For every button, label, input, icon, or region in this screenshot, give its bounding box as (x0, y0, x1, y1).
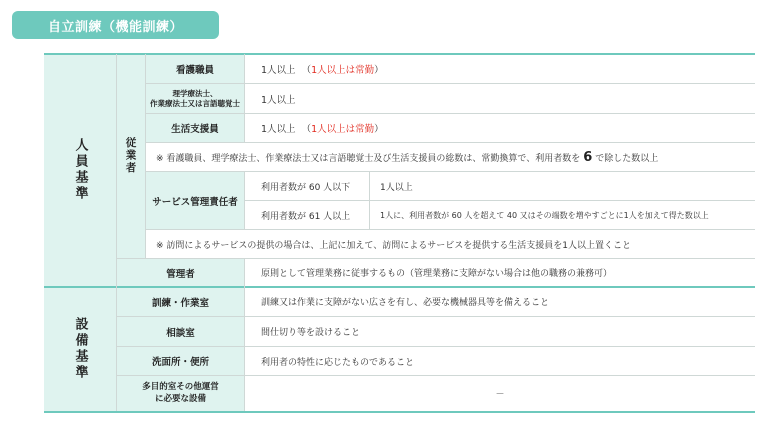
facility-value-multipurpose: － (495, 390, 505, 400)
staffing-total-note: ※ 看護職員、理学療法士、作業療法士又は言語聴覚士及び生活支援員の総数は、常勤換算で、利用者数を 6 で除した数以上 (156, 149, 659, 165)
facility-standards-label (44, 287, 116, 411)
visiting-service-note: ※ 訪問によるサービスの提供の場合は、上記に加えて、訪問によるサービスを提供する生活支援員を1人以上置くこと (156, 240, 631, 251)
staff-standards-text: 人員基準 (72, 138, 88, 202)
table-bottom-border (44, 411, 755, 413)
service-manager-label: サービス管理責任者 (146, 172, 244, 229)
facility-label-consultation-room: 相談室 (117, 317, 244, 346)
therapists-value: 1人以上 (261, 94, 296, 106)
facility-value-consultation-room: 間仕切り等を設けること (261, 328, 361, 338)
nurse-fulltime-note: 1人以上は常勤 (311, 64, 375, 76)
service-manager-condition-1: 利用者数が 60 人以下 (261, 182, 351, 193)
row-divider (245, 200, 755, 201)
manager-label: 管理者 (117, 259, 244, 286)
service-manager-value-2: 1人に、利用者数が 60 人を超えて 40 又はその端数を増やすごとに1人を加えて得た数以上 (380, 210, 709, 220)
column-divider (244, 171, 245, 229)
row-divider (117, 258, 755, 259)
section-divider (44, 286, 755, 288)
row-divider (146, 142, 755, 143)
column-divider (244, 258, 245, 411)
facility-value-washroom: 利用者の特性に応じたものであること (261, 357, 415, 368)
facility-standards-text: 設備基準 (72, 317, 88, 381)
facility-value-training-room: 訓練又は作業に支障がない広さを有し、必要な機械器具等を備えること (261, 298, 550, 308)
divisor-number: 6 (583, 149, 593, 165)
facility-label-training-room: 訓練・作業室 (117, 287, 244, 316)
support-value: 1人以上 （ 1人以上は常勤 ） (245, 114, 755, 142)
column-divider (369, 171, 370, 229)
employee-text: 従業者 (124, 137, 137, 175)
table-top-border (44, 53, 755, 55)
service-manager-condition-2: 利用者数が 61 人以上 (261, 211, 351, 222)
column-divider (116, 54, 117, 411)
column-divider (145, 54, 146, 258)
nurse-value: 1人以上 （ 1人以上は常勤 ） (245, 54, 755, 83)
column-divider (244, 54, 245, 142)
manager-value: 原則として管理業務に従事するもの（管理業務に支障がない場合は他の職務の兼務可） (261, 269, 613, 279)
employee-label (117, 54, 145, 258)
row-divider (117, 346, 755, 347)
row-divider (146, 171, 755, 172)
nurse-label: 看護職員 (146, 54, 244, 83)
row-divider (117, 375, 755, 376)
row-divider (117, 316, 755, 317)
row-divider (146, 113, 755, 114)
row-divider (146, 83, 755, 84)
row-divider (146, 229, 755, 230)
therapists-label: 理学療法士、 作業療法士又は言語聴覚士 (146, 84, 244, 113)
page-title: 自立訓練（機能訓練） (12, 11, 219, 39)
support-fulltime-note: 1人以上は常勤 (311, 124, 375, 135)
facility-label-multipurpose: 多目的室その他運営 に必要な設備 (117, 376, 244, 411)
facility-label-washroom: 洗面所・便所 (117, 347, 244, 375)
support-label: 生活支援員 (146, 114, 244, 142)
service-manager-value-1: 1人以上 (380, 182, 413, 193)
staff-standards-label (44, 54, 116, 286)
